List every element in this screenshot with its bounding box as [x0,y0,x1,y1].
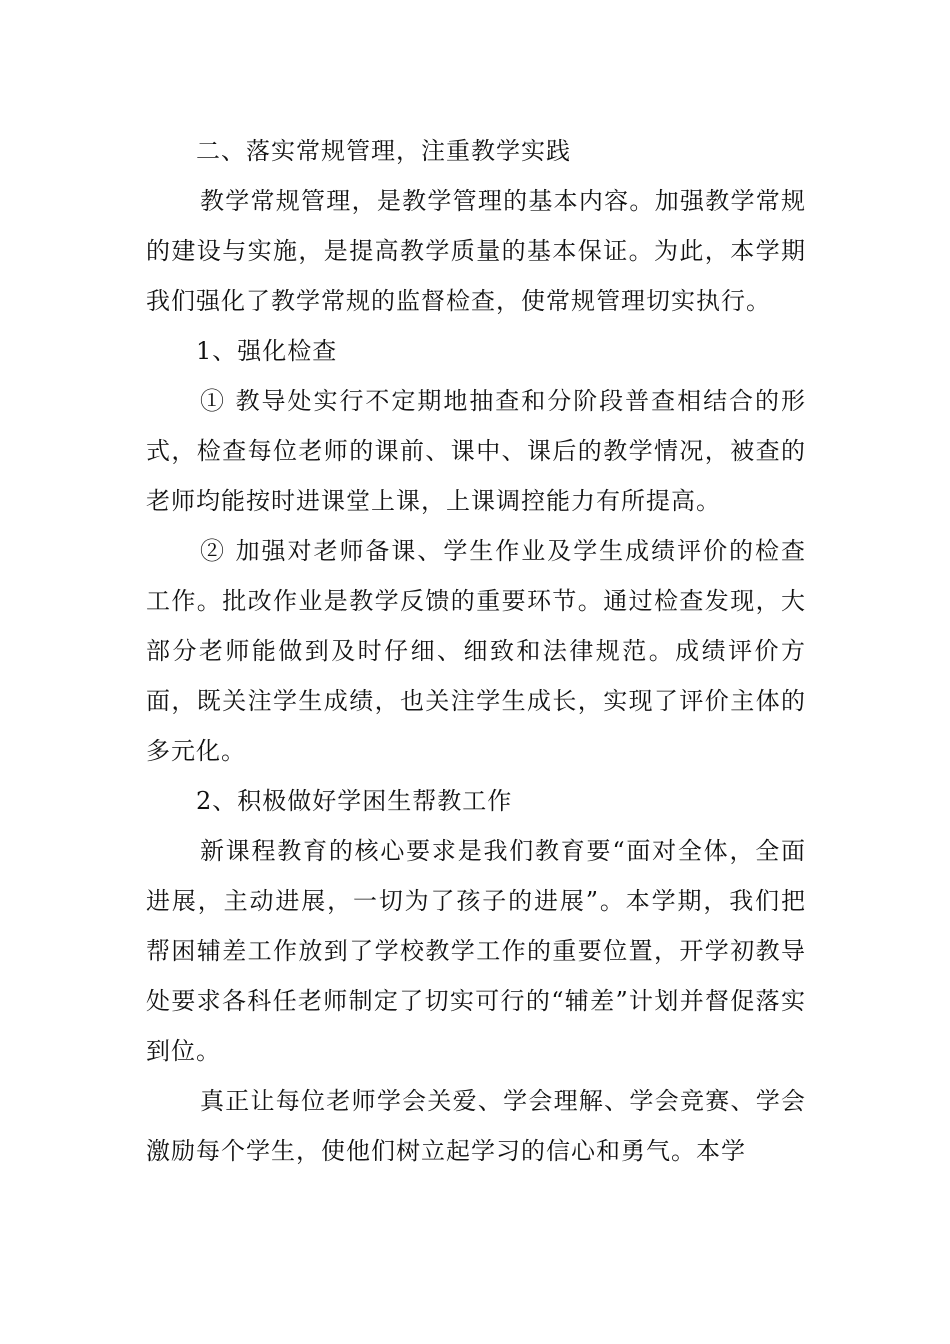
document-body [146,126,806,1176]
subheading-struggling-students: 2、积极做好学困生帮教工作 [196,787,513,815]
paragraph-routine-management: 教学常规管理，是教学管理的基本内容。加强教学常规的建设与实施，是提高教学质量的基本保证。为此，本学期我们强化了教学常规的监督检查，使常规管理切实执行。 [146,187,806,315]
section-heading-2: 二、落实常规管理，注重教学实践 [196,137,571,165]
paragraph-teacher-care: 真正让每位老师学会关爱、学会理解、学会竞赛、学会激励每个学生，使他们树立起学习的信心和勇气。本学 [146,1087,806,1165]
paragraph-new-curriculum: 新课程教育的核心要求是我们教育要“面对全体，全面进展，主动进展，一切为了孩子的进展”。本学期，我们把帮困辅差工作放到了学校教学工作的重要位置，开学初教导处要求各科任老师制定了切实可行的“辅差”计划并督促落实到位。 [146,837,806,1065]
paragraph-inspection-item-2: ② 加强对老师备课、学生作业及学生成绩评价的检查工作。批改作业是教学反馈的重要环节。通过检查发现，大部分老师能做到及时仔细、细致和法律规范。成绩评价方面，既关注学生成绩，也关注学生成长，实现了评价主体的多元化。 [146,537,806,765]
paragraph-inspection-item-1: ① 教导处实行不定期地抽查和分阶段普查相结合的形式，检查每位老师的课前、课中、课后的教学情况，被查的老师均能按时进课堂上课，上课调控能力有所提高。 [146,387,806,515]
subheading-strengthen-inspection: 1、强化检查 [196,337,338,365]
